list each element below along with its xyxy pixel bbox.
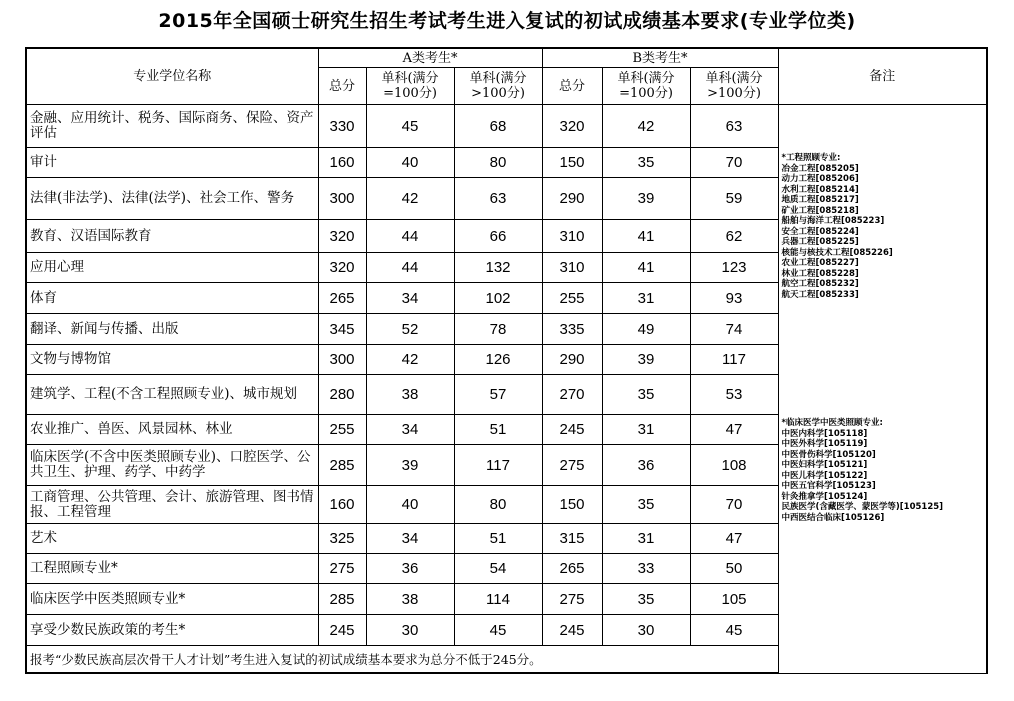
score-a-s2: 117 [454, 445, 542, 486]
score-b-s2: 63 [690, 105, 778, 148]
score-a-total: 275 [318, 554, 366, 584]
score-a-s1: 36 [366, 554, 454, 584]
score-a-s1: 34 [366, 524, 454, 554]
note-item: 农业工程[085227] [781, 258, 859, 268]
score-b-s1: 39 [602, 178, 690, 220]
header-remarks: 备注 [778, 48, 987, 105]
score-a-s1: 40 [366, 486, 454, 524]
score-b-s2: 108 [690, 445, 778, 486]
score-a-total: 325 [318, 524, 366, 554]
score-a-total: 285 [318, 584, 366, 615]
header-b-single-over100: 单科(满分>100分) [690, 68, 778, 105]
score-b-s1: 35 [602, 148, 690, 178]
header-a-total: 总分 [318, 68, 366, 105]
score-b-total: 150 [542, 486, 602, 524]
score-b-total: 290 [542, 178, 602, 220]
score-b-s1: 35 [602, 584, 690, 615]
score-a-s2: 114 [454, 584, 542, 615]
score-a-s2: 68 [454, 105, 542, 148]
note-item: 中医儿科学[105122] [781, 470, 868, 481]
score-a-total: 330 [318, 105, 366, 148]
score-a-total: 300 [318, 178, 366, 220]
score-a-total: 300 [318, 345, 366, 375]
row-major-name: 临床医学(不含中医类照顾专业)、口腔医学、公共卫生、护理、药学、中药学 [26, 445, 318, 486]
note-item: 中西医结合临床[105126] [781, 512, 885, 523]
score-b-s2: 50 [690, 554, 778, 584]
score-a-total: 160 [318, 148, 366, 178]
score-a-s1: 45 [366, 105, 454, 148]
score-a-s2: 66 [454, 220, 542, 253]
score-b-total: 275 [542, 584, 602, 615]
score-b-s2: 105 [690, 584, 778, 615]
score-a-s1: 38 [366, 584, 454, 615]
score-b-s1: 31 [602, 415, 690, 445]
note-item: 中医妇科学[105121] [781, 460, 868, 470]
header-a-single-over100: 单科(满分>100分) [454, 68, 542, 105]
score-b-total: 310 [542, 253, 602, 283]
header-name: 专业学位名称 [26, 48, 318, 105]
score-b-s2: 70 [690, 148, 778, 178]
score-b-s2: 74 [690, 314, 778, 345]
score-a-s2: 102 [454, 283, 542, 314]
score-b-s2: 123 [690, 253, 778, 283]
score-b-s2: 70 [690, 486, 778, 524]
score-b-total: 335 [542, 314, 602, 345]
score-b-total: 290 [542, 345, 602, 375]
score-a-s1: 44 [366, 253, 454, 283]
note-item: 船舶与海洋工程[085223] [781, 216, 885, 226]
score-b-s2: 47 [690, 524, 778, 554]
row-major-name: 农业推广、兽医、风景园林、林业 [26, 415, 318, 445]
score-a-s2: 132 [454, 253, 542, 283]
score-a-s2: 80 [454, 148, 542, 178]
score-a-s2: 57 [454, 375, 542, 415]
row-major-name: 翻译、新闻与传播、出版 [26, 314, 318, 345]
engineering-note-heading: *工程照顾专业: [781, 153, 841, 163]
score-a-total: 345 [318, 314, 366, 345]
score-b-s2: 93 [690, 283, 778, 314]
score-a-total: 320 [318, 253, 366, 283]
score-b-s2: 59 [690, 178, 778, 220]
score-a-total: 245 [318, 615, 366, 646]
score-a-s2: 63 [454, 178, 542, 220]
score-a-s2: 80 [454, 486, 542, 524]
score-a-s1: 38 [366, 375, 454, 415]
row-major-name: 文物与博物馆 [26, 345, 318, 375]
row-major-name: 体育 [26, 283, 318, 314]
note-item: 水利工程[085214] [781, 184, 859, 195]
footer-note: 报考“少数民族高层次骨干人才计划”考生进入复试的初试成绩基本要求为总分不低于245分。 [26, 646, 778, 674]
row-major-name: 应用心理 [26, 253, 318, 283]
row-major-name: 审计 [26, 148, 318, 178]
row-major-name: 工商管理、公共管理、会计、旅游管理、图书情报、工程管理 [26, 486, 318, 524]
score-a-s1: 42 [366, 178, 454, 220]
score-b-s1: 36 [602, 445, 690, 486]
score-b-s1: 31 [602, 283, 690, 314]
score-b-s1: 30 [602, 615, 690, 646]
note-item: 核能与核技术工程[085226] [781, 247, 893, 258]
score-b-s1: 33 [602, 554, 690, 584]
score-b-total: 245 [542, 415, 602, 445]
score-b-total: 265 [542, 554, 602, 584]
score-b-s2: 47 [690, 415, 778, 445]
header-b-total: 总分 [542, 68, 602, 105]
score-b-total: 315 [542, 524, 602, 554]
note-item: 航空工程[085232] [781, 279, 859, 289]
score-b-total: 255 [542, 283, 602, 314]
score-b-s1: 31 [602, 524, 690, 554]
score-a-total: 265 [318, 283, 366, 314]
tcm-note [779, 418, 972, 523]
score-b-total: 270 [542, 375, 602, 415]
score-a-s1: 30 [366, 615, 454, 646]
score-b-s1: 49 [602, 314, 690, 345]
score-b-total: 275 [542, 445, 602, 486]
score-a-s1: 40 [366, 148, 454, 178]
score-b-s1: 35 [602, 486, 690, 524]
note-item: 针灸推拿学[105124] [781, 491, 868, 502]
row-major-name: 金融、应用统计、税务、国际商务、保险、资产评估 [26, 105, 318, 148]
score-a-s2: 45 [454, 615, 542, 646]
note-item: 中医五官科学[105123] [781, 481, 876, 491]
score-b-s1: 41 [602, 253, 690, 283]
score-a-s1: 42 [366, 345, 454, 375]
score-a-total: 255 [318, 415, 366, 445]
note-item: 航天工程[085233] [781, 289, 859, 300]
score-b-s1: 41 [602, 220, 690, 253]
score-a-s1: 52 [366, 314, 454, 345]
row-major-name: 教育、汉语国际教育 [26, 220, 318, 253]
note-item: 林业工程[085228] [781, 268, 859, 279]
score-a-s1: 44 [366, 220, 454, 253]
note-item: 地质工程[085217] [781, 195, 859, 205]
score-b-s2: 62 [690, 220, 778, 253]
note-item: 中医骨伤科学[105120] [781, 449, 876, 460]
score-b-total: 310 [542, 220, 602, 253]
row-major-name: 工程照顾专业* [26, 554, 318, 584]
score-b-s2: 117 [690, 345, 778, 375]
note-item: 动力工程[085206] [781, 174, 859, 184]
note-item: 矿业工程[085218] [781, 205, 859, 216]
header-b-single-100: 单科(满分=100分) [602, 68, 690, 105]
row-major-name: 法律(非法学)、法律(法学)、社会工作、警务 [26, 178, 318, 220]
score-b-total: 150 [542, 148, 602, 178]
score-a-s2: 51 [454, 524, 542, 554]
score-a-total: 280 [318, 375, 366, 415]
note-item: 安全工程[085224] [781, 226, 859, 237]
score-a-s2: 126 [454, 345, 542, 375]
note-item: 冶金工程[085205] [781, 163, 859, 174]
score-a-s2: 54 [454, 554, 542, 584]
score-table [25, 47, 988, 674]
score-b-total: 245 [542, 615, 602, 646]
table-row [26, 105, 987, 148]
score-a-s1: 34 [366, 283, 454, 314]
remarks-cell [778, 105, 987, 674]
row-major-name: 享受少数民族政策的考生* [26, 615, 318, 646]
score-a-total: 285 [318, 445, 366, 486]
score-a-s2: 78 [454, 314, 542, 345]
engineering-note [779, 153, 972, 300]
score-a-total: 160 [318, 486, 366, 524]
row-major-name: 建筑学、工程(不含工程照顾专业)、城市规划 [26, 375, 318, 415]
note-item: 民族医学(含藏医学、蒙医学等)[105125] [781, 502, 944, 512]
score-a-s1: 39 [366, 445, 454, 486]
score-b-s1: 42 [602, 105, 690, 148]
row-major-name: 艺术 [26, 524, 318, 554]
row-major-name: 临床医学中医类照顾专业* [26, 584, 318, 615]
score-b-s2: 53 [690, 375, 778, 415]
header-group-a: A类考生* [318, 48, 542, 68]
header-group-b: B类考生* [542, 48, 778, 68]
note-item: 中医外科学[105119] [781, 439, 868, 449]
header-a-single-100: 单科(满分=100分) [366, 68, 454, 105]
score-a-s2: 51 [454, 415, 542, 445]
page-title: 2015年全国硕士研究生招生考试考生进入复试的初试成绩基本要求(专业学位类) [158, 10, 856, 32]
score-b-s1: 39 [602, 345, 690, 375]
note-item: 兵器工程[085225] [781, 237, 859, 247]
score-a-s1: 34 [366, 415, 454, 445]
score-b-s2: 45 [690, 615, 778, 646]
score-b-s1: 35 [602, 375, 690, 415]
score-a-total: 320 [318, 220, 366, 253]
tcm-note-heading: *临床医学中医类照顾专业: [781, 418, 883, 428]
score-b-total: 320 [542, 105, 602, 148]
note-item: 中医内科学[105118] [781, 428, 868, 439]
